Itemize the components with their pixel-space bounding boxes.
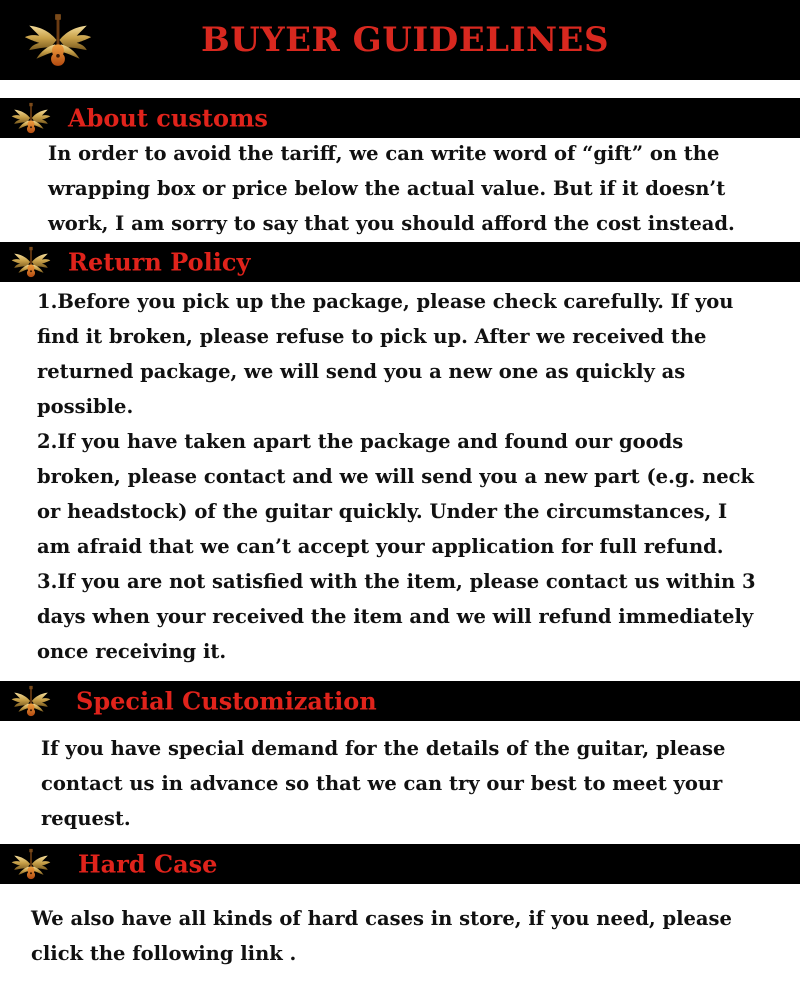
text-line: work, I am sorry to say that you should afford the cost instead. — [48, 212, 735, 235]
text-line: am afraid that we can’t accept your application for full refund. — [37, 535, 724, 558]
text-line: days when your received the item and we will refund immediately — [37, 605, 754, 628]
section-body-return-policy — [37, 284, 756, 669]
section-header-special-customization — [0, 681, 800, 721]
section-header-customs — [0, 98, 800, 138]
section-body-special-customization — [41, 731, 725, 836]
text-line: 2.If you have taken apart the package and found our goods — [37, 430, 684, 453]
winged-guitar-icon — [10, 847, 52, 881]
text-line: click the following link . — [31, 942, 297, 965]
section-body-customs — [48, 136, 735, 241]
section-title-return-policy: Return Policy — [68, 247, 251, 277]
section-header-return-policy — [0, 242, 800, 282]
text-line: returned package, we will send you a new one as quickly as — [37, 360, 686, 383]
text-line: or headstock) of the guitar quickly. Under the circumstances, I — [37, 500, 728, 523]
winged-guitar-icon — [10, 245, 52, 279]
winged-guitar-icon — [10, 684, 52, 718]
section-title-special-customization: Special Customization — [76, 686, 377, 716]
text-line: request. — [41, 807, 131, 830]
text-line: If you have special demand for the details of the guitar, please — [41, 737, 726, 760]
text-line: broken, please contact and we will send you a new part (e.g. neck — [37, 465, 755, 488]
text-line: possible. — [37, 395, 134, 418]
section-title-hard-case: Hard Case — [78, 849, 218, 879]
page-title: BUYER GUIDELINES — [200, 20, 609, 60]
text-line: 3.If you are not satisfied with the item, please contact us within 3 — [37, 570, 756, 593]
winged-guitar-icon — [10, 101, 52, 135]
section-header-hard-case — [0, 844, 800, 884]
section-body-hard-case — [31, 901, 732, 971]
header-banner — [0, 0, 800, 80]
text-line: In order to avoid the tariff, we can write word of “gift” on the — [48, 142, 720, 165]
text-line: wrapping box or price below the actual value. But if it doesn’t — [48, 177, 726, 200]
text-line: once receiving it. — [37, 640, 227, 663]
winged-guitar-logo-icon — [22, 4, 94, 76]
text-line: We also have all kinds of hard cases in store, if you need, please — [31, 907, 732, 930]
text-line: 1.Before you pick up the package, please check carefully. If you — [37, 290, 734, 313]
section-title-customs: About customs — [68, 103, 268, 133]
text-line: find it broken, please refuse to pick up. After we received the — [37, 325, 707, 348]
text-line: contact us in advance so that we can try our best to meet your — [41, 772, 723, 795]
